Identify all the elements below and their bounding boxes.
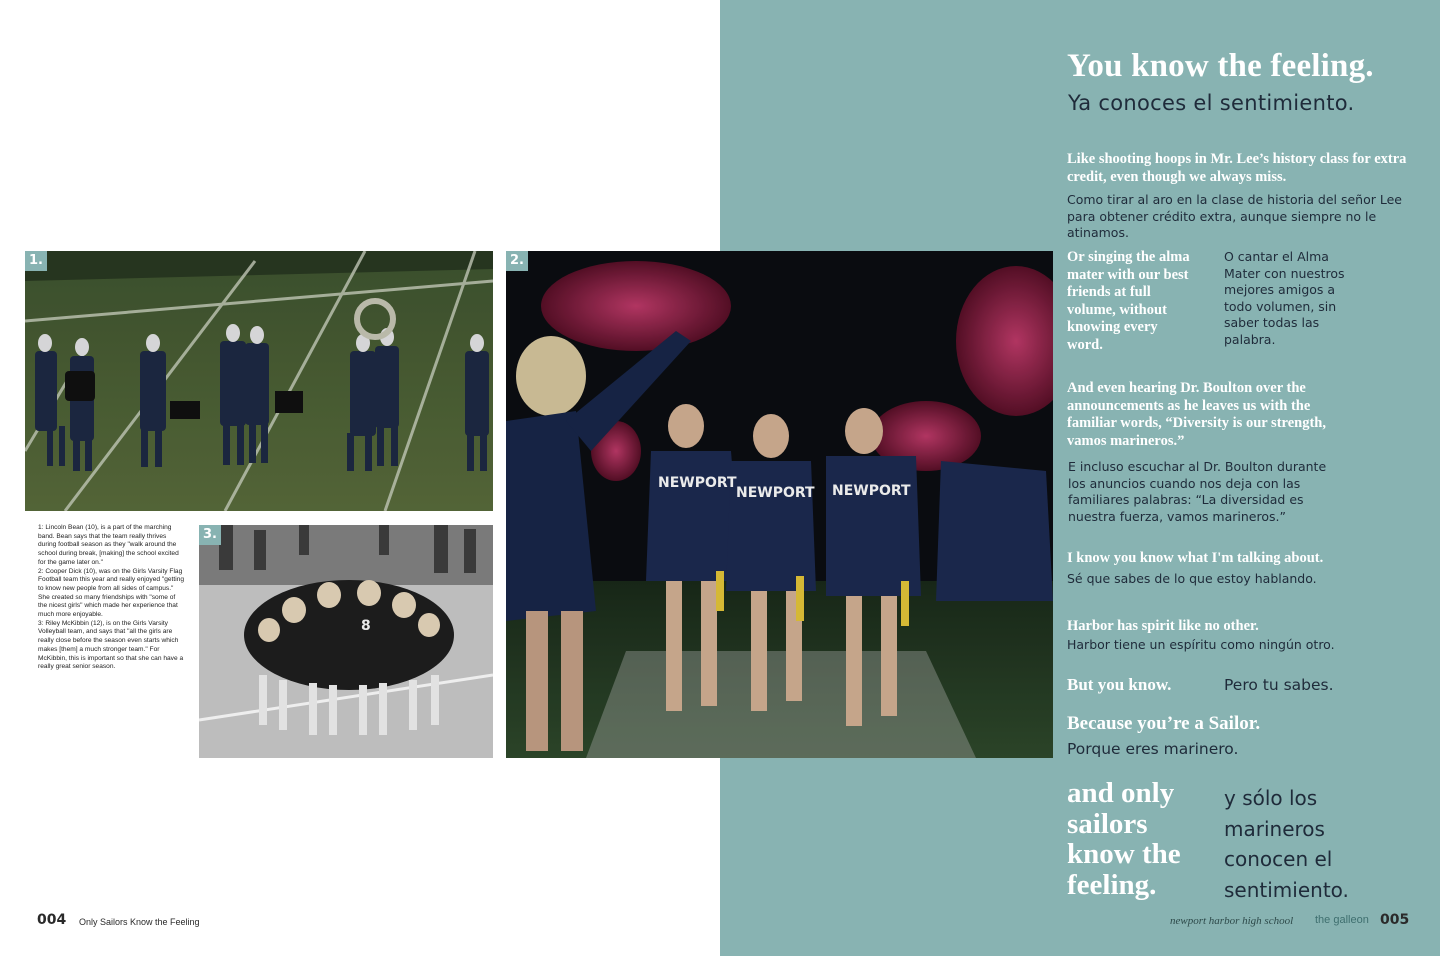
left-page-number: 004	[37, 912, 67, 928]
jersey-text-3: NEWPORT	[832, 483, 911, 499]
marching-band-image	[25, 251, 493, 511]
paragraph-1-spanish: Como tirar al aro en la clase de historia del señor Lee para obtener crédito extra, aunque siempre no le atinamos.	[1067, 192, 1402, 240]
photo-number-3: 3.	[199, 525, 221, 545]
photo-number-1: 1.	[25, 251, 47, 271]
closing-english: and only sailors know the feeling.	[1067, 777, 1181, 901]
caption-3: 3: Riley McKibbin (12), is on the Girls Varsity Volleyball team, and says that "all the girls are really close before the season even starts which makes [them] a much stronger team." For McKibbin, this is important so that she can have a really great senior season.	[38, 619, 184, 671]
paragraph-4-spanish: Sé que sabes de lo que estoy hablando.	[1067, 571, 1317, 586]
volleyball-huddle-photo	[199, 525, 493, 758]
paragraph-2-spanish: O cantar el Alma Mater con nuestros mejores amigos a todo volumen, sin saber todas las palabra.	[1224, 249, 1345, 347]
page-title: You know the feeling.	[1067, 48, 1374, 84]
photo-captions	[38, 524, 186, 672]
running-title: Only Sailors Know the Feeling	[79, 917, 200, 927]
paragraph-5-spanish: Harbor tiene un espíritu como ningún otro.	[1067, 637, 1335, 652]
flag-football-team-image	[506, 251, 1053, 758]
jersey-text-1: NEWPORT	[658, 475, 737, 491]
paragraph-2-english: Or singing the alma mater with our best friends at full volume, without knowing every word.	[1067, 249, 1190, 353]
caption-1: 1: Lincoln Bean (10), is a part of the marching band. Bean says that the team really thrives during football season as they "walk around the school during break, [making] the school excited for the game later on."	[38, 524, 179, 566]
page-subtitle: Ya conoces el sentimiento.	[1068, 91, 1355, 115]
paragraph-7-english: Because you’re a Sailor.	[1067, 713, 1261, 734]
right-page-number: 005	[1380, 912, 1410, 928]
svg-text:8: 8	[361, 618, 371, 634]
paragraph-3-spanish: E incluso escuchar al Dr. Boulton durante los anuncios cuando nos deja con las familiares palabras: “La diversidad es nuestra fuerza, vamos marineros.”	[1068, 459, 1327, 524]
footer-book-name: the galleon	[1315, 914, 1369, 926]
closing-spanish: y sólo los marineros conocen el sentimiento.	[1224, 786, 1349, 902]
paragraph-3-english: And even hearing Dr. Boulton over the announcements as he leaves us with the familiar words, “Diversity is our strength, vamos marineros.”	[1067, 380, 1326, 449]
marching-band-photo	[25, 251, 493, 511]
paragraph-1-english: Like shooting hoops in Mr. Lee’s history class for extra credit, even though we always miss.	[1067, 151, 1407, 185]
paragraph-5-english: Harbor has spirit like no other.	[1067, 618, 1259, 634]
footer-school-name: newport harbor high school	[1170, 915, 1294, 927]
paragraph-4-english: I know you know what I'm talking about.	[1067, 550, 1324, 566]
jersey-text-2: NEWPORT	[736, 485, 815, 501]
paragraph-6-english: But you know.	[1067, 675, 1172, 694]
flag-football-team-photo	[506, 251, 1053, 758]
paragraph-7-spanish: Porque eres marinero.	[1067, 740, 1239, 758]
volleyball-huddle-image	[199, 525, 493, 758]
paragraph-6-spanish: Pero tu sabes.	[1224, 676, 1334, 694]
caption-2: 2: Cooper Dick (10), was on the Girls Varsity Flag Football team this year and really enjoyed "getting to know new people from all sides of campus." She created so many friendships with "some of the nicest girls" which made her experience that much more enjoyable.	[38, 567, 185, 619]
photo-number-2: 2.	[506, 251, 528, 271]
